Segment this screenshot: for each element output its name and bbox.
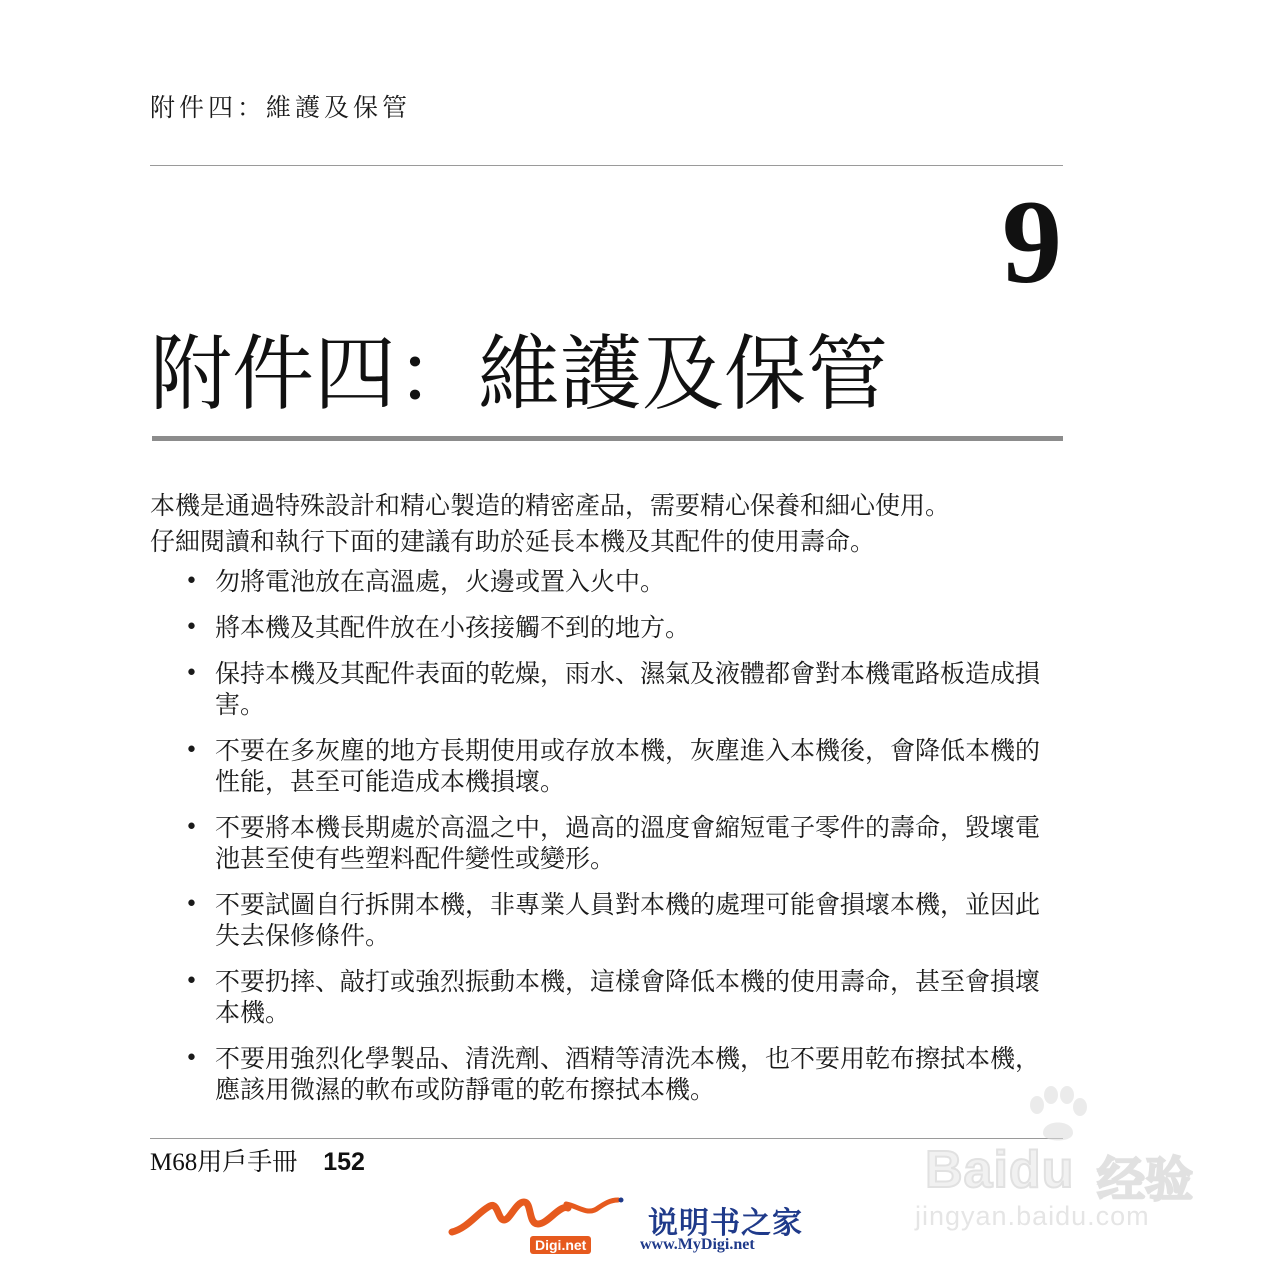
list-item-text: 不要試圖自行拆開本機，非專業人員對本機的處理可能會損壞本機，並因此失去保修條件。: [215, 890, 1041, 950]
logo-digi-label: Digi.net: [530, 1236, 591, 1254]
bullet-dot: •: [185, 661, 198, 686]
header-rule: [150, 165, 1063, 166]
mydigi-logo: [448, 1194, 838, 1264]
intro-paragraph: [150, 488, 1080, 560]
list-item-text: 將本機及其配件放在小孩接觸不到的地方。: [215, 613, 691, 642]
intro-line: 本機是通過特殊設計和精心製造的精密產品，需要精心保養和細心使用。: [150, 491, 951, 520]
watermark-brand: [925, 1140, 1074, 1200]
bullet-dot: •: [185, 569, 198, 594]
running-header: 附件四：維護及保管: [150, 93, 412, 122]
list-item-text: 保持本機及其配件表面的乾燥，雨水、濕氣及液體都會對本機電路板造成損害。: [215, 659, 1041, 719]
logo-url: www.MyDigi.net: [640, 1236, 755, 1253]
list-item-text: 不要將本機長期處於高溫之中，過高的溫度會縮短電子零件的壽命，毀壞電池甚至使有些塑料配件變性或變形。: [215, 813, 1041, 873]
watermark-brand-text: Bai: [925, 1141, 1009, 1199]
intro-line: 仔細閱讀和執行下面的建議有助於延長本機及其配件的使用壽命。: [150, 527, 876, 556]
watermark-brand-suffix: du: [1008, 1141, 1075, 1199]
list-item: [183, 889, 1063, 951]
list-item: [183, 812, 1063, 874]
chapter-title: 附件四：維護及保管: [150, 327, 889, 422]
care-bullet-list: [183, 566, 1063, 1120]
my-swoosh-icon: [448, 1194, 628, 1239]
logo-site-name: 说明书之家: [648, 1206, 803, 1241]
footer-model: M68: [150, 1149, 198, 1176]
bullet-dot: •: [185, 615, 198, 640]
bullet-dot: •: [185, 738, 198, 763]
footer-manual-label: 用戶手冊: [197, 1147, 298, 1176]
bullet-dot: •: [185, 892, 198, 917]
bullet-dot: •: [185, 1046, 198, 1071]
page-number: 152: [323, 1148, 365, 1176]
list-item: [183, 735, 1063, 797]
list-item-text: 不要扔摔、敲打或強烈振動本機，這樣會降低本機的使用壽命，甚至會損壞本機。: [215, 967, 1041, 1027]
list-item: [183, 658, 1063, 720]
title-rule: [152, 436, 1063, 441]
baidu-watermark: [905, 1085, 1205, 1235]
list-item-text: 不要在多灰塵的地方長期使用或存放本機，灰塵進入本機後，會降低本機的性能，甚至可能造成本機損壞。: [215, 736, 1041, 796]
list-item: [183, 566, 1063, 597]
list-item: [183, 612, 1063, 643]
watermark-url: jingyan.baidu.com: [915, 1201, 1150, 1231]
bullet-dot: •: [185, 815, 198, 840]
list-item: [183, 966, 1063, 1028]
chapter-number: 9: [1002, 175, 1062, 308]
bullet-dot: •: [185, 969, 198, 994]
page-footer: [150, 1142, 365, 1178]
watermark-cn: 经验: [1097, 1152, 1194, 1208]
list-item-text: 勿將電池放在高溫處，火邊或置入火中。: [215, 567, 666, 596]
paw-icon: [1023, 1085, 1093, 1145]
list-item-text: 不要用強烈化學製品、清洗劑、酒精等清洗本機，也不要用乾布擦拭本機，應該用微濕的軟布或防靜電的乾布擦拭本機。: [215, 1044, 1041, 1104]
